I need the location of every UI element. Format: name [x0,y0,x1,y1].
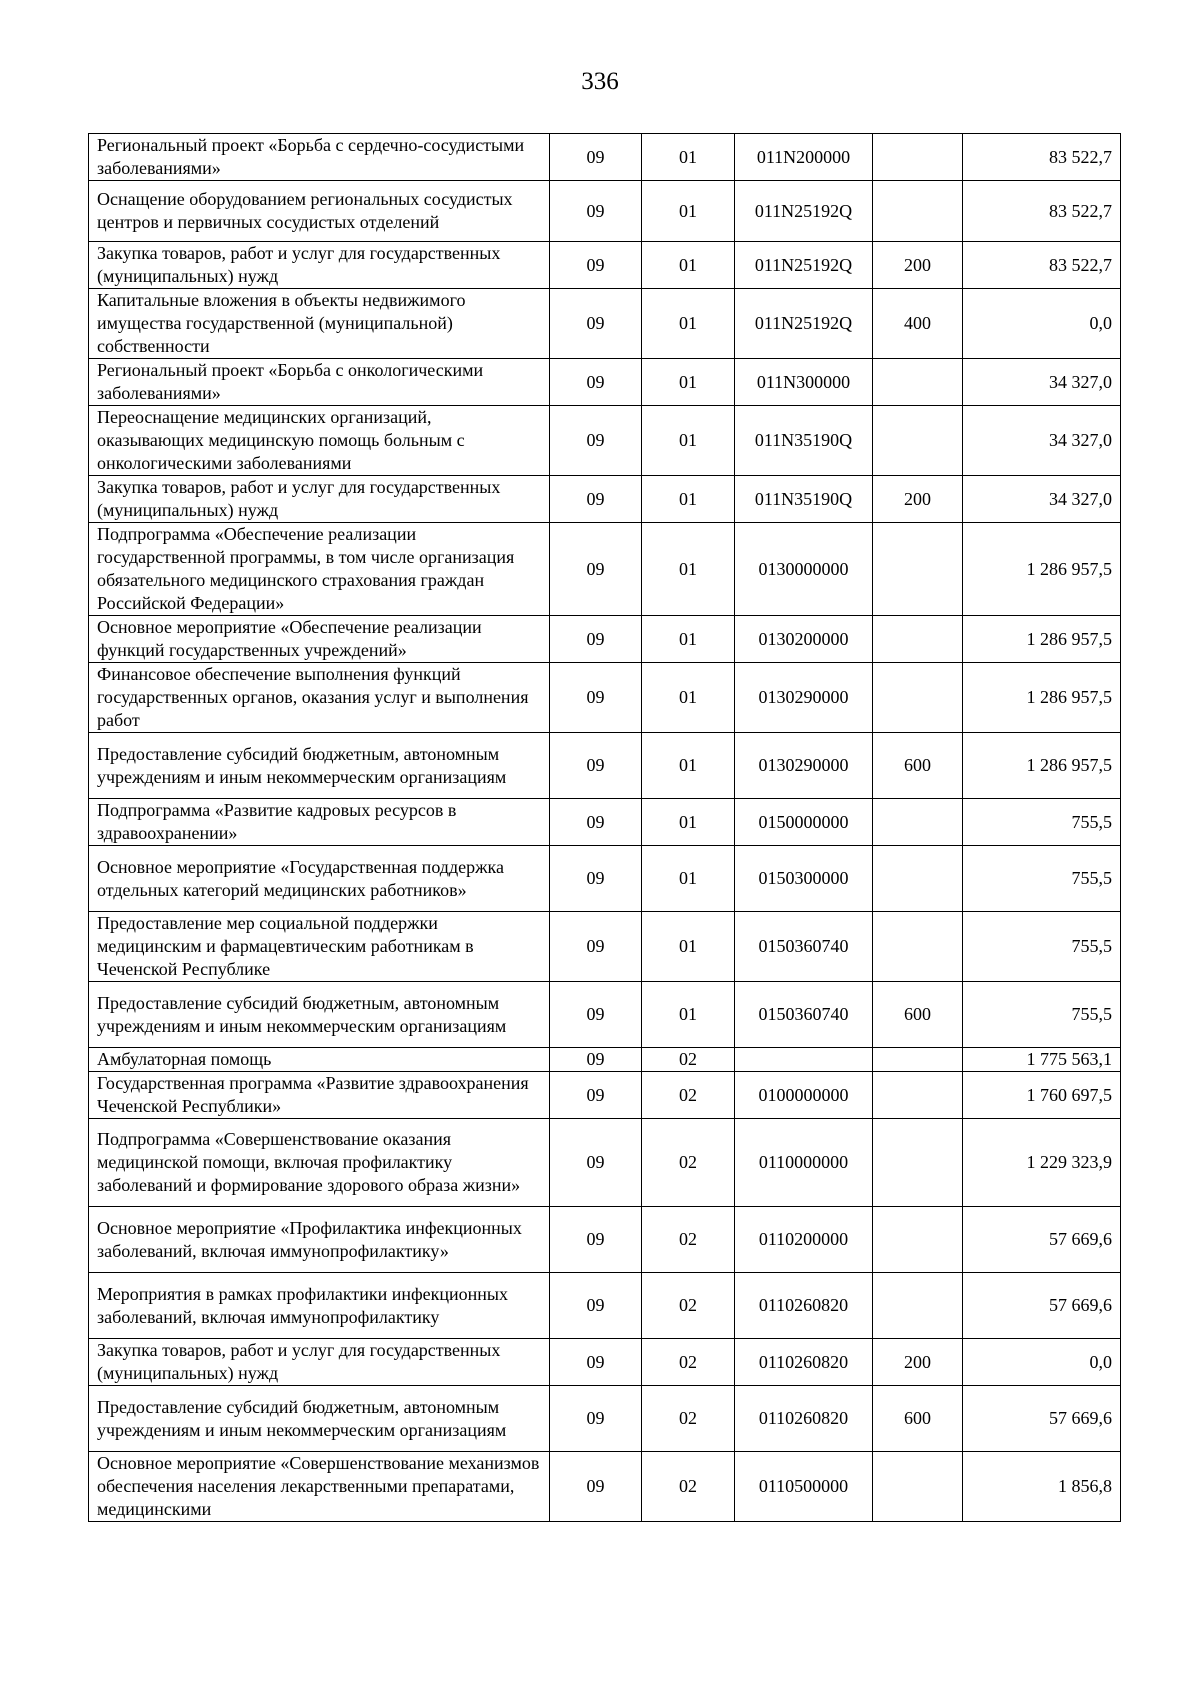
table-row [89,1339,1121,1386]
target-article-code-cell: 011N200000 [735,134,873,181]
target-article-code-cell: 011N300000 [735,359,873,406]
section-code-cell: 09 [550,663,642,733]
expense-type-code-cell [873,1207,963,1273]
row-name-cell: Переоснащение медицинских организаций, оказывающих медицинскую помощь больным с онкологическими заболеваниями [89,406,550,476]
row-name-cell: Предоставление субсидий бюджетным, автономным учреждениям и иным некоммерческим организациям [89,982,550,1048]
amount-cell: 1 286 957,5 [963,616,1121,663]
amount-cell: 1 775 563,1 [963,1048,1121,1072]
table-row [89,1207,1121,1273]
subsection-code-cell: 02 [642,1339,735,1386]
expense-type-code-cell: 600 [873,733,963,799]
amount-cell: 83 522,7 [963,181,1121,242]
amount-cell: 1 286 957,5 [963,523,1121,616]
section-code-cell: 09 [550,476,642,523]
expense-type-code-cell [873,846,963,912]
section-code-cell: 09 [550,1119,642,1207]
table-row [89,406,1121,476]
subsection-code-cell: 01 [642,359,735,406]
budget-table-body [89,134,1121,1522]
amount-cell: 1 856,8 [963,1452,1121,1522]
table-row [89,242,1121,289]
row-name-cell: Капитальные вложения в объекты недвижимого имущества государственной (муниципальной) собственности [89,289,550,359]
section-code-cell: 09 [550,982,642,1048]
expense-type-code-cell [873,912,963,982]
section-code-cell: 09 [550,523,642,616]
row-name-cell: Региональный проект «Борьба с онкологическими заболеваниями» [89,359,550,406]
expense-type-code-cell: 200 [873,242,963,289]
section-code-cell: 09 [550,1048,642,1072]
target-article-code-cell: 0110260820 [735,1273,873,1339]
table-row [89,733,1121,799]
subsection-code-cell: 01 [642,846,735,912]
expense-type-code-cell: 600 [873,1386,963,1452]
expense-type-code-cell [873,799,963,846]
subsection-code-cell: 02 [642,1072,735,1119]
subsection-code-cell: 02 [642,1207,735,1273]
amount-cell: 1 229 323,9 [963,1119,1121,1207]
row-name-cell: Финансовое обеспечение выполнения функций государственных органов, оказания услуг и выполнения работ [89,663,550,733]
expense-type-code-cell [873,523,963,616]
subsection-code-cell: 01 [642,733,735,799]
section-code-cell: 09 [550,799,642,846]
section-code-cell: 09 [550,1452,642,1522]
amount-cell: 34 327,0 [963,476,1121,523]
amount-cell: 57 669,6 [963,1386,1121,1452]
section-code-cell: 09 [550,359,642,406]
expense-type-code-cell [873,181,963,242]
table-row [89,1452,1121,1522]
amount-cell: 83 522,7 [963,242,1121,289]
expense-type-code-cell: 400 [873,289,963,359]
section-code-cell: 09 [550,1339,642,1386]
subsection-code-cell: 02 [642,1273,735,1339]
section-code-cell: 09 [550,181,642,242]
subsection-code-cell: 01 [642,616,735,663]
table-row [89,181,1121,242]
section-code-cell: 09 [550,134,642,181]
row-name-cell: Подпрограмма «Обеспечение реализации государственной программы, в том числе организация обязательного медицинского страхования граждан Российской Федерации» [89,523,550,616]
table-row [89,1072,1121,1119]
page-number: 336 [581,68,619,95]
row-name-cell: Предоставление мер социальной поддержки медицинским и фармацевтическим работникам в Чеченской Республике [89,912,550,982]
table-row [89,1119,1121,1207]
subsection-code-cell: 01 [642,799,735,846]
table-row [89,846,1121,912]
row-name-cell: Государственная программа «Развитие здравоохранения Чеченской Республики» [89,1072,550,1119]
expense-type-code-cell: 200 [873,476,963,523]
expense-type-code-cell [873,616,963,663]
amount-cell: 1 760 697,5 [963,1072,1121,1119]
section-code-cell: 09 [550,1273,642,1339]
target-article-code-cell: 011N25192Q [735,289,873,359]
row-name-cell: Предоставление субсидий бюджетным, автономным учреждениям и иным некоммерческим организациям [89,733,550,799]
row-name-cell: Подпрограмма «Совершенствование оказания медицинской помощи, включая профилактику заболеваний и формирование здорового образа жизни» [89,1119,550,1207]
table-row [89,663,1121,733]
target-article-code-cell: 0130200000 [735,616,873,663]
target-article-code-cell: 0130290000 [735,663,873,733]
target-article-code-cell: 0110260820 [735,1339,873,1386]
row-name-cell: Предоставление субсидий бюджетным, автономным учреждениям и иным некоммерческим организациям [89,1386,550,1452]
row-name-cell: Основное мероприятие «Совершенствование механизмов обеспечения населения лекарственными препаратами, медицинскими [89,1452,550,1522]
table-row [89,799,1121,846]
expense-type-code-cell [873,359,963,406]
subsection-code-cell: 02 [642,1119,735,1207]
table-row [89,616,1121,663]
target-article-code-cell: 0150300000 [735,846,873,912]
amount-cell: 0,0 [963,1339,1121,1386]
target-article-code-cell: 0150000000 [735,799,873,846]
subsection-code-cell: 01 [642,982,735,1048]
amount-cell: 83 522,7 [963,134,1121,181]
target-article-code-cell: 0110260820 [735,1386,873,1452]
table-row [89,289,1121,359]
subsection-code-cell: 01 [642,663,735,733]
row-name-cell: Закупка товаров, работ и услуг для государственных (муниципальных) нужд [89,476,550,523]
expense-type-code-cell [873,406,963,476]
expense-type-code-cell [873,1048,963,1072]
section-code-cell: 09 [550,733,642,799]
target-article-code-cell: 0150360740 [735,982,873,1048]
row-name-cell: Подпрограмма «Развитие кадровых ресурсов в здравоохранении» [89,799,550,846]
row-name-cell: Амбулаторная помощь [89,1048,550,1072]
target-article-code-cell: 0150360740 [735,912,873,982]
amount-cell: 755,5 [963,846,1121,912]
expense-type-code-cell: 600 [873,982,963,1048]
amount-cell: 755,5 [963,982,1121,1048]
section-code-cell: 09 [550,289,642,359]
row-name-cell: Основное мероприятие «Обеспечение реализации функций государственных учреждений» [89,616,550,663]
target-article-code-cell: 011N25192Q [735,181,873,242]
section-code-cell: 09 [550,846,642,912]
expense-type-code-cell [873,1452,963,1522]
row-name-cell: Основное мероприятие «Профилактика инфекционных заболеваний, включая иммунопрофилактику» [89,1207,550,1273]
table-row [89,134,1121,181]
table-row [89,1273,1121,1339]
row-name-cell: Региональный проект «Борьба с сердечно-сосудистыми заболеваниями» [89,134,550,181]
expense-type-code-cell [873,134,963,181]
expense-type-code-cell [873,663,963,733]
target-article-code-cell: 0110500000 [735,1452,873,1522]
section-code-cell: 09 [550,912,642,982]
table-row [89,1386,1121,1452]
target-article-code-cell [735,1048,873,1072]
table-row [89,912,1121,982]
expense-type-code-cell: 200 [873,1339,963,1386]
table-row [89,476,1121,523]
subsection-code-cell: 01 [642,523,735,616]
section-code-cell: 09 [550,616,642,663]
section-code-cell: 09 [550,242,642,289]
expense-type-code-cell [873,1119,963,1207]
amount-cell: 34 327,0 [963,406,1121,476]
row-name-cell: Закупка товаров, работ и услуг для государственных (муниципальных) нужд [89,242,550,289]
amount-cell: 755,5 [963,799,1121,846]
amount-cell: 57 669,6 [963,1207,1121,1273]
row-name-cell: Закупка товаров, работ и услуг для государственных (муниципальных) нужд [89,1339,550,1386]
expense-type-code-cell [873,1072,963,1119]
amount-cell: 755,5 [963,912,1121,982]
subsection-code-cell: 01 [642,476,735,523]
subsection-code-cell: 02 [642,1048,735,1072]
target-article-code-cell: 0130290000 [735,733,873,799]
row-name-cell: Мероприятия в рамках профилактики инфекционных заболеваний, включая иммунопрофилактику [89,1273,550,1339]
amount-cell: 57 669,6 [963,1273,1121,1339]
amount-cell: 1 286 957,5 [963,663,1121,733]
table-row [89,359,1121,406]
section-code-cell: 09 [550,1207,642,1273]
table-row [89,1048,1121,1072]
expense-type-code-cell [873,1273,963,1339]
subsection-code-cell: 01 [642,181,735,242]
subsection-code-cell: 01 [642,289,735,359]
target-article-code-cell: 011N25192Q [735,242,873,289]
target-article-code-cell: 0110200000 [735,1207,873,1273]
budget-table [88,133,1121,1522]
target-article-code-cell: 0100000000 [735,1072,873,1119]
row-name-cell: Оснащение оборудованием региональных сосудистых центров и первичных сосудистых отделений [89,181,550,242]
section-code-cell: 09 [550,1072,642,1119]
amount-cell: 0,0 [963,289,1121,359]
subsection-code-cell: 01 [642,134,735,181]
subsection-code-cell: 01 [642,242,735,289]
amount-cell: 1 286 957,5 [963,733,1121,799]
section-code-cell: 09 [550,1386,642,1452]
amount-cell: 34 327,0 [963,359,1121,406]
subsection-code-cell: 01 [642,912,735,982]
table-row [89,523,1121,616]
target-article-code-cell: 011N35190Q [735,406,873,476]
subsection-code-cell: 02 [642,1386,735,1452]
target-article-code-cell: 0110000000 [735,1119,873,1207]
section-code-cell: 09 [550,406,642,476]
row-name-cell: Основное мероприятие «Государственная поддержка отдельных категорий медицинских работников» [89,846,550,912]
subsection-code-cell: 02 [642,1452,735,1522]
subsection-code-cell: 01 [642,406,735,476]
target-article-code-cell: 0130000000 [735,523,873,616]
target-article-code-cell: 011N35190Q [735,476,873,523]
table-row [89,982,1121,1048]
